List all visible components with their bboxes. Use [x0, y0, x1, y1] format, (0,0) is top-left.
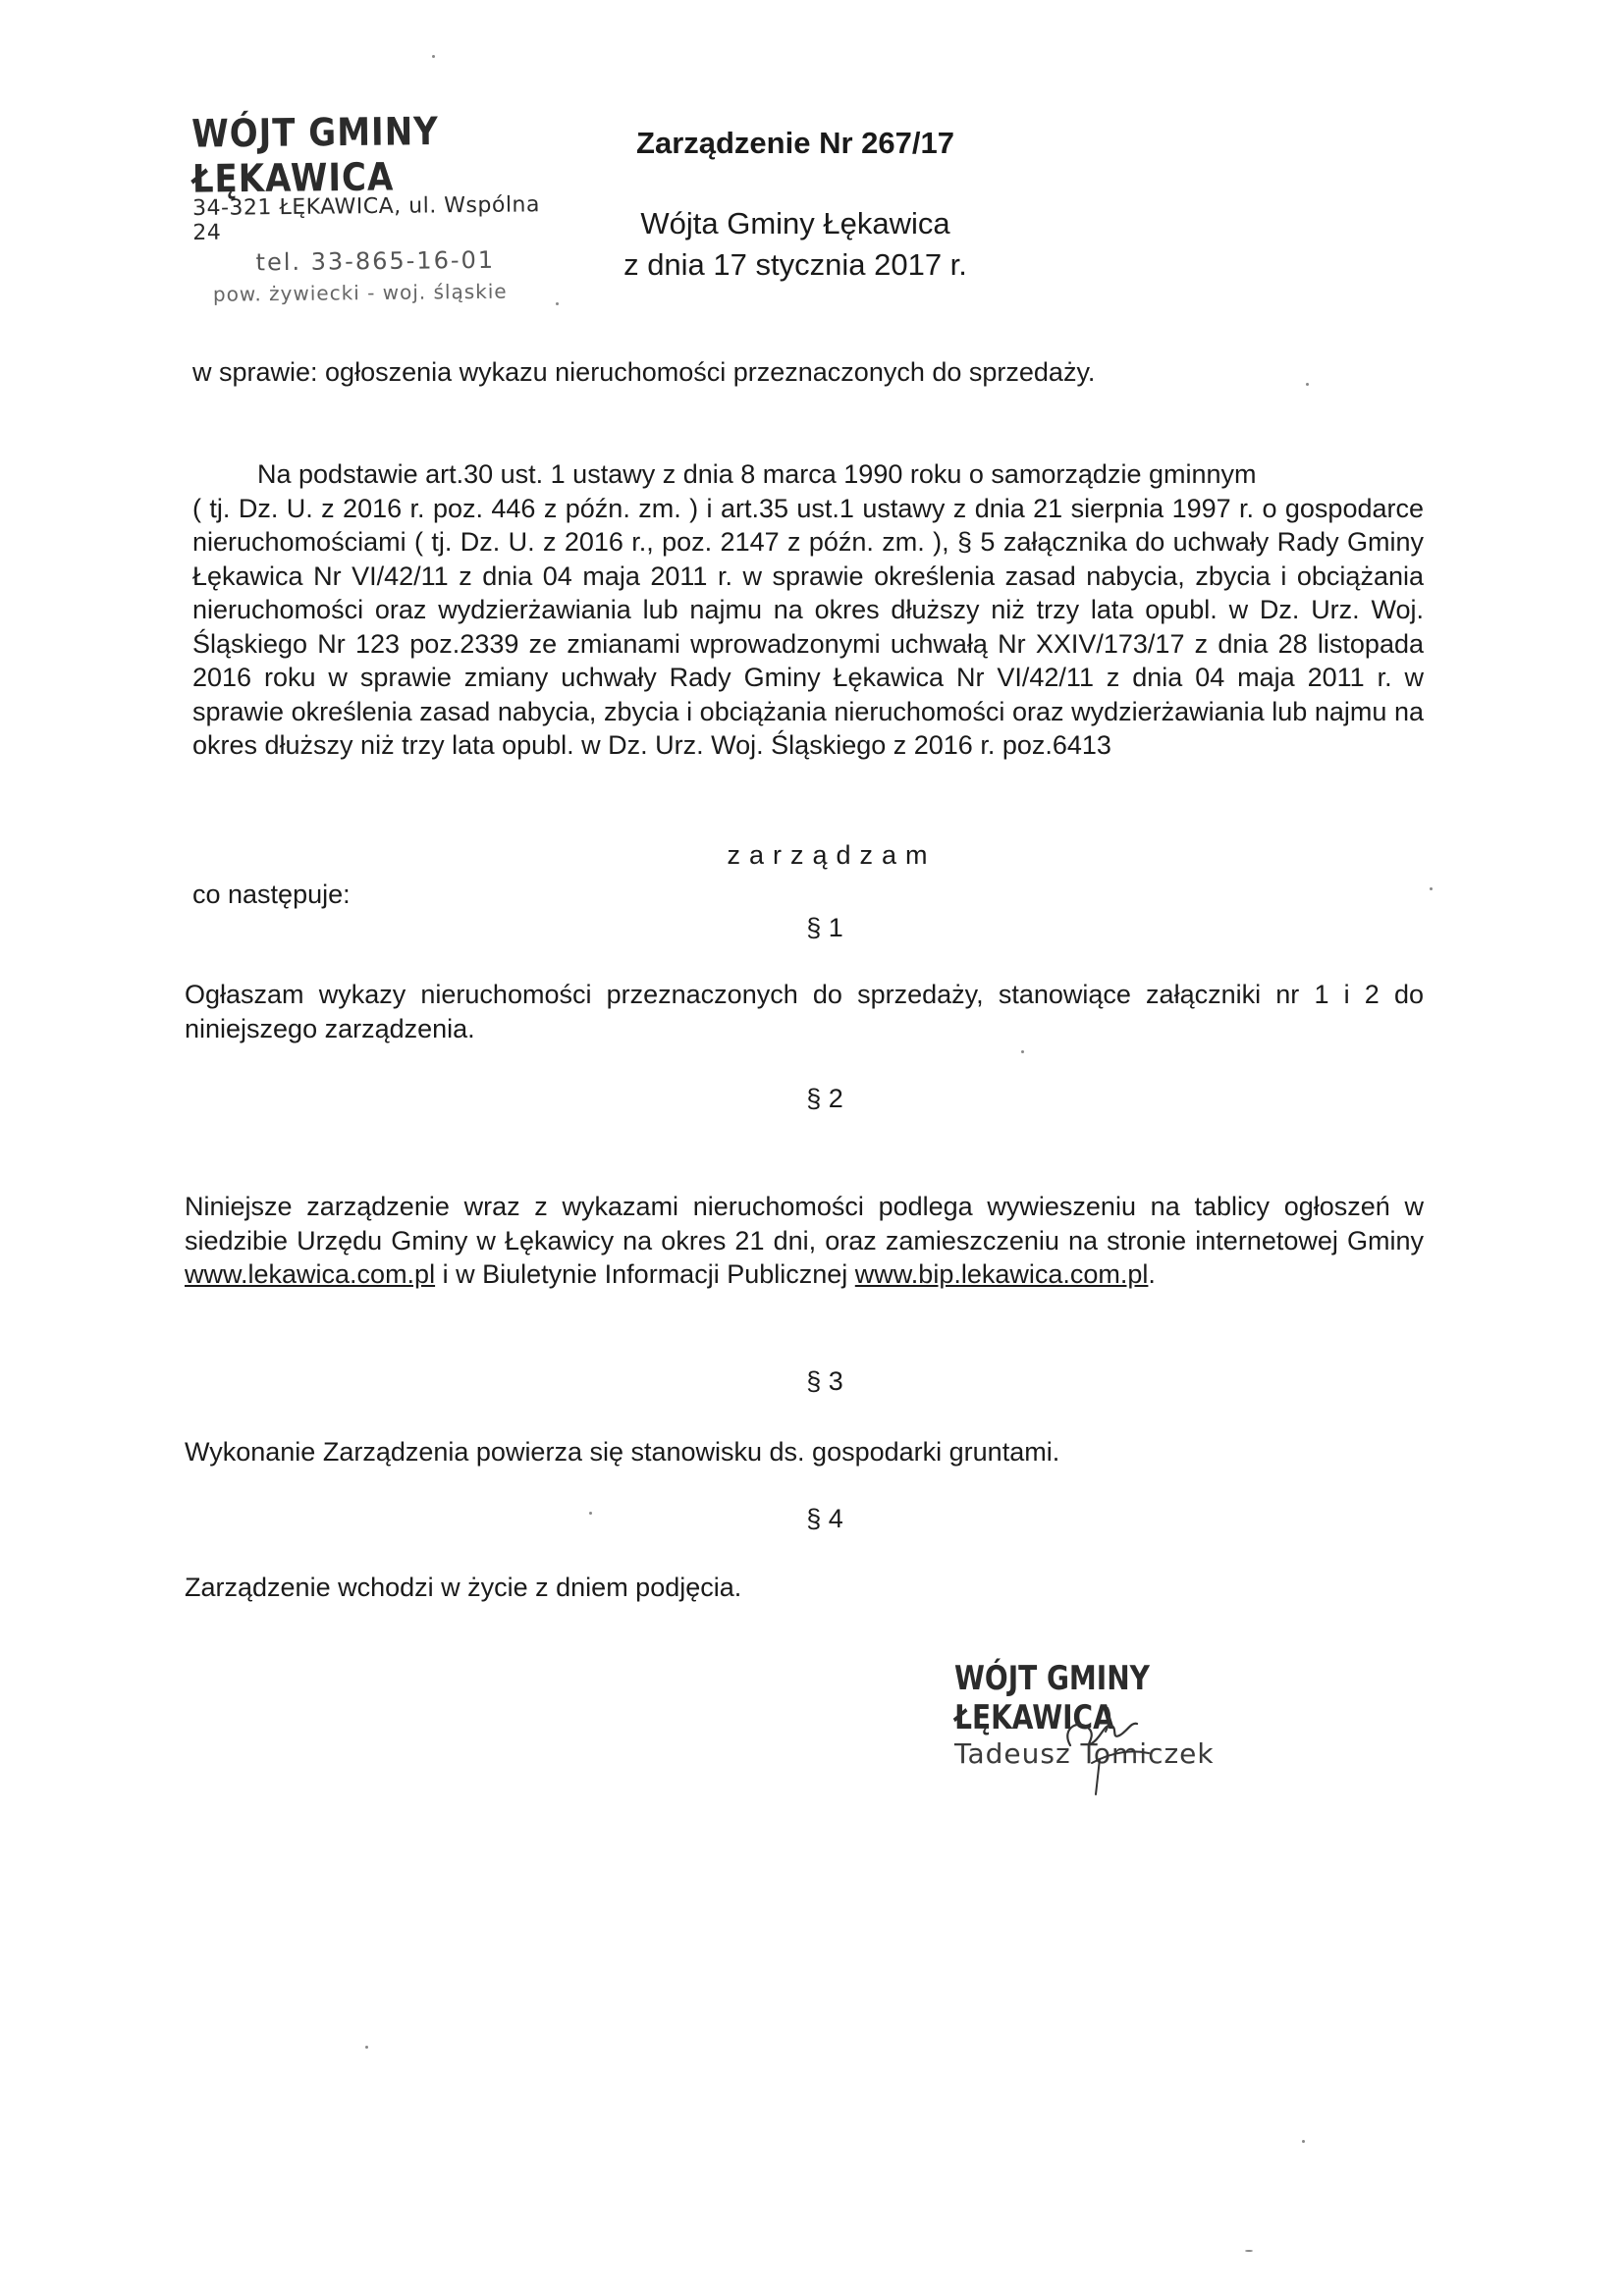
section-2-text — [185, 1190, 1424, 1292]
signature-title: WÓJT GMINY ŁĘKAWICA — [954, 1659, 1150, 1737]
section-3-text: Wykonanie Zarządzenia powierza się stanowisku ds. gospodarki gruntami. — [185, 1437, 1060, 1467]
order-date: z dnia 17 stycznia 2017 r. — [623, 247, 967, 282]
follows-label: co następuje: — [192, 880, 351, 909]
section-1-text: Ogłaszam wykazy nieruchomości przeznaczonych do sprzedaży, stanowiące załączniki nr 1 i 2 do niniejszego zarządzenia. — [185, 980, 1424, 1043]
section-4-heading: § 4 — [806, 1504, 843, 1533]
legal-basis — [192, 457, 1424, 763]
bip-website-link[interactable]: www.bip.lekawica.com.pl — [854, 1259, 1149, 1289]
handwritten-signature — [1001, 1669, 1178, 1796]
section-2-text-c: . — [1148, 1259, 1156, 1289]
section-1-heading: § 1 — [806, 913, 843, 942]
scan-speck — [1021, 1050, 1024, 1053]
stamp-phone: tel. 33-865-16-01 — [255, 245, 496, 277]
scan-speck — [1302, 2140, 1305, 2143]
scan-speck — [1430, 887, 1433, 890]
scan-speck — [432, 55, 435, 58]
stamp-title: WÓJT GMINY ŁĘKAWICA — [190, 109, 440, 202]
office-stamp — [191, 108, 567, 306]
scan-speck — [1245, 2250, 1253, 2252]
section-2-heading: § 2 — [806, 1084, 843, 1113]
legal-basis-continued: ( tj. Dz. U. z 2016 r. poz. 446 z późn. zm. ) i art.35 ust.1 ustawy z dnia 21 sierpnia 1997 r. o gospodarce nieruchomościami ( tj. Dz. U. z 2016 r., poz. 2147 z późn. zm. ), § 5 załącznika do uchwały Rady Gminy Łękawica Nr VI/42/11 z dnia 04 maja 2011 r. w sprawie określenia zasad nabycia, zbycia i obciążania nieruchomości oraz wydzierżawiania lub najmu na okres dłuższy niż trzy lata opubl. w Dz. Urz. Woj. Śląskiego Nr 123 poz.2339 ze zmianami wprowadzonymi uchwałą Nr XXIV/173/17 z dnia 28 listopada 2016 roku w sprawie zmiany uchwały Rady Gminy Łękawica Nr VI/42/11 z dnia 04 maja 2011 r. w sprawie określenia zasad nabycia, zbycia i obciążania nieruchomości oraz wydzierżawiania lub najmu na okres dłuższy niż trzy lata opubl. w Dz. Urz. Woj. Śląskiego z 2016 r. poz.6413 — [192, 493, 1424, 760]
order-header — [589, 126, 1001, 283]
order-subject: w sprawie: ogłoszenia wykazu nieruchomości przeznaczonych do sprzedaży. — [192, 357, 1096, 387]
scan-speck — [556, 302, 559, 305]
legal-basis-first-line: Na podstawie art.30 ust. 1 ustawy z dnia 8 marca 1990 roku o samorządzie gminnym — [257, 459, 1257, 489]
order-number: Zarządzenie Nr 267/17 — [636, 126, 954, 160]
stamp-region: pow. żywiecki - woj. śląskie — [212, 279, 508, 306]
section-2-text-a: Niniejsze zarządzenie wraz z wykazami nieruchomości podlega wywieszeniu na tablicy ogłoszeń w siedzibie Urzędu Gminy w Łękawicy na okres 21 dni, oraz zamieszczeniu na stronie internetowej Gminy — [185, 1192, 1424, 1255]
section-4-text: Zarządzenie wchodzi w życie z dniem podjęcia. — [185, 1573, 742, 1602]
order-issuer: Wójta Gminy Łękawica — [640, 206, 950, 240]
section-2-text-b: i w Biuletynie Informacji Publicznej — [442, 1259, 848, 1289]
stamp-address: 34-321 ŁĘKAWICA, ul. Wspólna 24 — [191, 192, 541, 245]
scan-speck — [1306, 383, 1309, 386]
scan-speck — [365, 2046, 368, 2049]
section-3-heading: § 3 — [806, 1366, 843, 1396]
signature-name: Tadeusz Tomiczek — [954, 1737, 1215, 1770]
municipality-website-link[interactable]: www.lekawica.com.pl — [185, 1259, 436, 1289]
scan-speck — [589, 1512, 592, 1515]
ordain-word: zarządzam — [727, 840, 937, 870]
